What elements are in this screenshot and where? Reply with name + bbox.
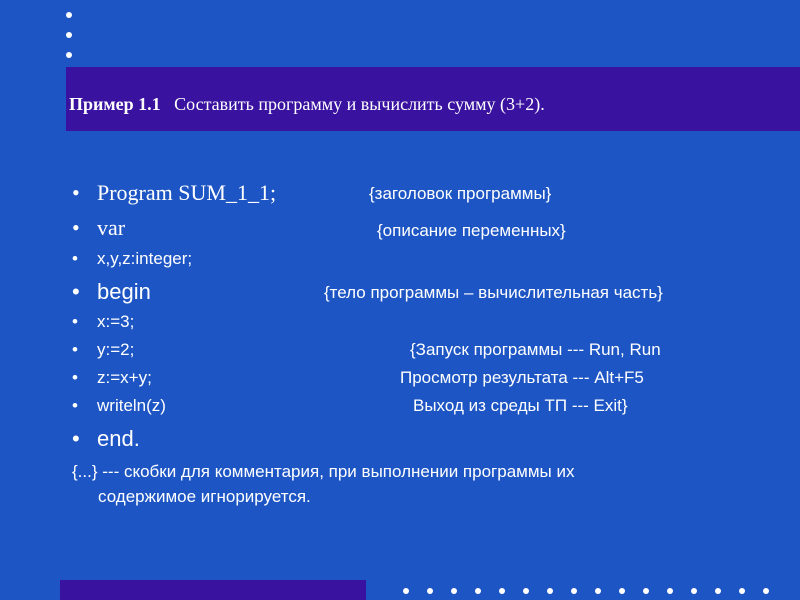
decorative-dot — [66, 52, 72, 58]
slide-title — [69, 94, 545, 115]
decorative-dot — [499, 588, 505, 594]
decorative-dot — [66, 12, 72, 18]
decorative-dot — [547, 588, 553, 594]
comment-note — [72, 459, 712, 509]
bullet: • — [72, 426, 80, 451]
decorative-dot — [403, 588, 409, 594]
code-comment: {описание переменных} — [377, 221, 566, 240]
code-comment: Просмотр результата --- Alt+F5 — [400, 368, 644, 387]
bullet: • — [72, 249, 78, 268]
code-text: x:=3; — [97, 312, 135, 331]
title-bar — [66, 67, 800, 131]
code-comment: Выход из среды ТП --- Exit} — [413, 396, 628, 415]
decorative-dot — [475, 588, 481, 594]
code-text: y:=2; — [97, 340, 135, 359]
note-line: {...} --- скобки для комментария, при выполнении программы их — [72, 462, 575, 481]
bullet: • — [72, 215, 80, 240]
bullet: • — [72, 368, 78, 387]
bullet: • — [72, 312, 78, 331]
decorative-dot — [427, 588, 433, 594]
decorative-dot — [739, 588, 745, 594]
decorative-dot — [619, 588, 625, 594]
decorative-dot — [667, 588, 673, 594]
bullet: • — [72, 340, 78, 359]
code-text: Program SUM_1_1; — [97, 180, 277, 205]
decorative-dot — [523, 588, 529, 594]
code-comment: {Запуск программы --- Run, Run — [410, 340, 661, 359]
decorative-dot — [571, 588, 577, 594]
code-comment: {тело программы – вычислительная часть} — [324, 283, 663, 302]
code-text: x,y,z:integer; — [97, 249, 193, 268]
bottom-bar — [60, 580, 366, 600]
decorative-dot — [715, 588, 721, 594]
bullet: • — [72, 396, 78, 415]
title-text: Составить программу и вычислить сумму (3+2). — [174, 94, 545, 114]
decorative-dot — [691, 588, 697, 594]
example-label: Пример 1.1 — [69, 94, 161, 114]
code-text: writeln(z) — [97, 396, 166, 415]
decorative-dot — [595, 588, 601, 594]
code-comment: {заголовок программы} — [369, 184, 552, 203]
bullet: • — [72, 279, 80, 304]
code-text: end. — [97, 426, 140, 451]
decorative-dot — [451, 588, 457, 594]
code-text: var — [97, 215, 126, 240]
decorative-dot — [66, 32, 72, 38]
code-text: begin — [97, 279, 151, 304]
bullet: • — [72, 180, 80, 205]
decorative-dot — [643, 588, 649, 594]
code-text: z:=x+y; — [97, 368, 152, 387]
decorative-dot — [763, 588, 769, 594]
note-line: содержимое игнорируется. — [98, 487, 311, 506]
